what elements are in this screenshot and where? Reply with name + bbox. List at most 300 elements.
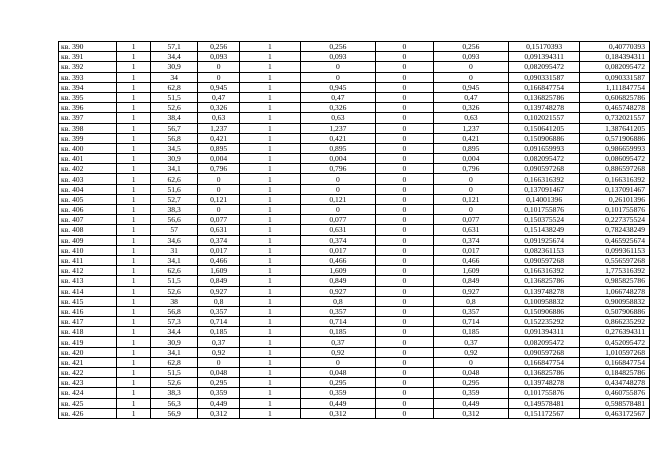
- table-cell: 0: [198, 72, 240, 82]
- table-cell: 0,082095472: [508, 154, 579, 164]
- table-cell: 0,151172567: [508, 408, 579, 418]
- table-row: [59, 368, 650, 378]
- table-cell: 51,5: [150, 92, 197, 102]
- table-row: [59, 184, 650, 194]
- table-cell: 0: [375, 92, 433, 102]
- table-cell: 0: [375, 174, 433, 184]
- table-cell: 0,849: [433, 276, 508, 286]
- table-cell: 1,237: [433, 123, 508, 133]
- table-cell: 0: [300, 357, 375, 367]
- table-cell: 0,606825786: [580, 92, 650, 102]
- table-cell: 0,945: [198, 82, 240, 92]
- table-cell: 1: [239, 42, 300, 52]
- table-cell: 0,082361153: [508, 245, 579, 255]
- table-cell: 0,37: [433, 337, 508, 347]
- table-cell: 0,136825786: [508, 276, 579, 286]
- table-cell: 0: [375, 62, 433, 72]
- table-cell: 1: [117, 113, 151, 123]
- apartment-label-cell: кв. 420: [59, 347, 117, 357]
- table-cell: 1: [239, 347, 300, 357]
- apartment-label-cell: кв. 409: [59, 235, 117, 245]
- table-cell: 0,886597268: [580, 164, 650, 174]
- table-cell: 1: [117, 82, 151, 92]
- table-cell: 0,276394311: [580, 327, 650, 337]
- table-cell: 1: [239, 143, 300, 153]
- table-cell: 0,101755876: [508, 388, 579, 398]
- table-cell: 0,449: [300, 398, 375, 408]
- table-cell: 1: [239, 184, 300, 194]
- table-cell: 38,3: [150, 388, 197, 398]
- table-cell: 1: [117, 123, 151, 133]
- table-cell: 0,460755876: [580, 388, 650, 398]
- table-row: [59, 174, 650, 184]
- table-cell: 0: [433, 184, 508, 194]
- table-cell: 0: [375, 184, 433, 194]
- table-cell: 0,166316392: [508, 266, 579, 276]
- apartment-label-cell: кв. 406: [59, 205, 117, 215]
- table-cell: 0,796: [300, 164, 375, 174]
- table-cell: 1: [117, 143, 151, 153]
- table-cell: 0,359: [300, 388, 375, 398]
- table-cell: 0,374: [198, 235, 240, 245]
- table-cell: 0,421: [300, 133, 375, 143]
- table-cell: 0,63: [433, 113, 508, 123]
- table-cell: 0: [375, 154, 433, 164]
- table-cell: 0,017: [433, 245, 508, 255]
- table-cell: 0: [433, 174, 508, 184]
- table-cell: 0,37: [198, 337, 240, 347]
- table-cell: 30,9: [150, 337, 197, 347]
- table-cell: 0: [300, 72, 375, 82]
- table-cell: 0,090597268: [508, 164, 579, 174]
- table-cell: 0: [375, 82, 433, 92]
- table-cell: 0,359: [433, 388, 508, 398]
- table-cell: 0: [375, 194, 433, 204]
- table-cell: 0,945: [300, 82, 375, 92]
- table-cell: 0,895: [198, 143, 240, 153]
- table-cell: 0: [375, 368, 433, 378]
- table-cell: 0,093: [198, 52, 240, 62]
- table-body: [59, 42, 650, 419]
- table-cell: 0: [375, 378, 433, 388]
- table-cell: 0,166847754: [508, 82, 579, 92]
- table-cell: 0,077: [433, 215, 508, 225]
- table-cell: 0,40770393: [580, 42, 650, 52]
- apartment-label-cell: кв. 418: [59, 327, 117, 337]
- table-cell: 0,374: [300, 235, 375, 245]
- table-cell: 1: [239, 92, 300, 102]
- table-cell: 0,714: [433, 317, 508, 327]
- apartment-label-cell: кв. 401: [59, 154, 117, 164]
- table-cell: 1: [117, 276, 151, 286]
- table-cell: 0: [198, 205, 240, 215]
- table-cell: 0,326: [300, 103, 375, 113]
- apartment-label-cell: кв. 407: [59, 215, 117, 225]
- table-cell: 62,6: [150, 266, 197, 276]
- apartment-label-cell: кв. 421: [59, 357, 117, 367]
- table-cell: 0: [375, 388, 433, 398]
- table-cell: 1: [117, 42, 151, 52]
- table-cell: 0,357: [198, 306, 240, 316]
- table-cell: 0,927: [433, 286, 508, 296]
- table-cell: 1: [239, 327, 300, 337]
- table-cell: 0,121: [433, 194, 508, 204]
- table-cell: 0,151438249: [508, 225, 579, 235]
- table-cell: 0: [375, 143, 433, 153]
- table-cell: 0: [375, 286, 433, 296]
- table-row: [59, 266, 650, 276]
- table-cell: 1: [239, 103, 300, 113]
- table-cell: 1: [239, 378, 300, 388]
- table-cell: 1: [117, 184, 151, 194]
- table-cell: 0,466: [198, 255, 240, 265]
- table-cell: 0,63: [300, 113, 375, 123]
- apartment-table: [58, 41, 650, 419]
- apartment-label-cell: кв. 417: [59, 317, 117, 327]
- table-cell: 1: [239, 62, 300, 72]
- table-cell: 0: [198, 62, 240, 72]
- table-row: [59, 92, 650, 102]
- table-cell: 0,326: [198, 103, 240, 113]
- table-cell: 56,7: [150, 123, 197, 133]
- table-cell: 0,152235292: [508, 317, 579, 327]
- table-cell: 0,082095472: [580, 62, 650, 72]
- table-cell: 0,374: [433, 235, 508, 245]
- table-cell: 0: [375, 235, 433, 245]
- table-cell: 1,775316392: [580, 266, 650, 276]
- table-cell: 0,598578481: [580, 398, 650, 408]
- table-cell: 0,090597268: [508, 347, 579, 357]
- table-cell: 1: [239, 296, 300, 306]
- table-cell: 1: [117, 194, 151, 204]
- table-cell: 0,090331587: [508, 72, 579, 82]
- table-cell: 0,866235292: [580, 317, 650, 327]
- table-cell: 0,048: [300, 368, 375, 378]
- table-row: [59, 72, 650, 82]
- table-cell: 0,048: [198, 368, 240, 378]
- table-cell: 1: [117, 327, 151, 337]
- table-cell: 0,465748278: [580, 103, 650, 113]
- table-cell: 0,139748278: [508, 103, 579, 113]
- table-cell: 1: [239, 194, 300, 204]
- table-cell: 1: [239, 368, 300, 378]
- table-cell: 0,92: [198, 347, 240, 357]
- table-cell: 0,945: [433, 82, 508, 92]
- table-cell: 1: [239, 164, 300, 174]
- table-cell: 0: [198, 174, 240, 184]
- table-cell: 52,6: [150, 286, 197, 296]
- table-cell: 0: [375, 357, 433, 367]
- table-cell: 51,5: [150, 368, 197, 378]
- table-cell: 0,571906886: [580, 133, 650, 143]
- apartment-label-cell: кв. 416: [59, 306, 117, 316]
- apartment-label-cell: кв. 393: [59, 72, 117, 82]
- apartment-label-cell: кв. 399: [59, 133, 117, 143]
- apartment-label-cell: кв. 390: [59, 42, 117, 52]
- table-cell: 0,077: [300, 215, 375, 225]
- apartment-label-cell: кв. 395: [59, 92, 117, 102]
- table-cell: 1: [117, 103, 151, 113]
- table-row: [59, 245, 650, 255]
- table-cell: 1,010597268: [580, 347, 650, 357]
- table-cell: 0,136825786: [508, 92, 579, 102]
- table-cell: 0,091394311: [508, 52, 579, 62]
- apartment-label-cell: кв. 422: [59, 368, 117, 378]
- table-cell: 0: [375, 215, 433, 225]
- apartment-label-cell: кв. 397: [59, 113, 117, 123]
- table-row: [59, 327, 650, 337]
- table-cell: 0,150906886: [508, 306, 579, 316]
- table-cell: 34: [150, 72, 197, 82]
- table-cell: 0,466: [433, 255, 508, 265]
- table-cell: 0,166316392: [580, 174, 650, 184]
- table-cell: 1: [117, 174, 151, 184]
- apartment-label-cell: кв. 392: [59, 62, 117, 72]
- table-cell: 1: [239, 215, 300, 225]
- apartment-label-cell: кв. 400: [59, 143, 117, 153]
- table-cell: 0,017: [300, 245, 375, 255]
- table-row: [59, 225, 650, 235]
- table-cell: 0: [300, 184, 375, 194]
- table-cell: 0: [300, 205, 375, 215]
- table-row: [59, 296, 650, 306]
- table-cell: 0: [375, 42, 433, 52]
- apartment-label-cell: кв. 396: [59, 103, 117, 113]
- table-cell: 34,1: [150, 255, 197, 265]
- table-row: [59, 194, 650, 204]
- table-cell: 0: [433, 205, 508, 215]
- table-cell: 0,139748278: [508, 286, 579, 296]
- table-cell: 0,090597268: [508, 255, 579, 265]
- table-cell: 0,102021557: [508, 113, 579, 123]
- table-cell: 1: [117, 347, 151, 357]
- table-cell: 30,9: [150, 62, 197, 72]
- table-cell: 0,048: [433, 368, 508, 378]
- table-cell: 0,295: [198, 378, 240, 388]
- table-cell: 34,4: [150, 327, 197, 337]
- table-cell: 31: [150, 245, 197, 255]
- table-cell: 0,37: [300, 337, 375, 347]
- apartment-label-cell: кв. 415: [59, 296, 117, 306]
- table-cell: 0,452095472: [580, 337, 650, 347]
- table-cell: 0,227375524: [580, 215, 650, 225]
- table-cell: 56,9: [150, 408, 197, 418]
- table-row: [59, 286, 650, 296]
- table-cell: 0,099361153: [580, 245, 650, 255]
- table-cell: 0,421: [198, 133, 240, 143]
- table-cell: 0,465925674: [580, 235, 650, 245]
- table-cell: 1: [239, 408, 300, 418]
- table-cell: 0,849: [198, 276, 240, 286]
- table-row: [59, 235, 650, 245]
- table-cell: 0,093: [300, 52, 375, 62]
- table-cell: 62,8: [150, 82, 197, 92]
- table-cell: 57,1: [150, 42, 197, 52]
- table-cell: 0: [375, 72, 433, 82]
- table-cell: 1: [239, 255, 300, 265]
- table-cell: 1: [239, 72, 300, 82]
- table-cell: 0,091659993: [508, 143, 579, 153]
- table-cell: 0: [300, 174, 375, 184]
- table-cell: 0: [375, 408, 433, 418]
- table-cell: 0,927: [300, 286, 375, 296]
- table-cell: 0,986659993: [580, 143, 650, 153]
- table-row: [59, 113, 650, 123]
- table-cell: 0,434748278: [580, 378, 650, 388]
- table-cell: 0,895: [433, 143, 508, 153]
- table-cell: 0,184825786: [580, 368, 650, 378]
- table-cell: 0,466: [300, 255, 375, 265]
- table-cell: 0,004: [433, 154, 508, 164]
- table-cell: 1: [117, 306, 151, 316]
- table-cell: 0,137091467: [580, 184, 650, 194]
- table-cell: 1: [117, 286, 151, 296]
- table-cell: 0: [433, 72, 508, 82]
- table-cell: 1,111847754: [580, 82, 650, 92]
- table-cell: 0,900958832: [580, 296, 650, 306]
- table-cell: 0,101755876: [508, 205, 579, 215]
- table-cell: 34,5: [150, 143, 197, 153]
- table-cell: 1: [239, 82, 300, 92]
- table-cell: 0,166847754: [580, 357, 650, 367]
- table-row: [59, 164, 650, 174]
- table-cell: 0,895: [300, 143, 375, 153]
- table-cell: 1: [117, 92, 151, 102]
- table-cell: 0: [375, 52, 433, 62]
- table-cell: 0,166316392: [508, 174, 579, 184]
- table-cell: 0,714: [300, 317, 375, 327]
- table-cell: 0: [433, 62, 508, 72]
- apartment-label-cell: кв. 425: [59, 398, 117, 408]
- table-cell: 0: [375, 103, 433, 113]
- table-cell: 0: [375, 306, 433, 316]
- table-cell: 0,100958832: [508, 296, 579, 306]
- apartment-label-cell: кв. 408: [59, 225, 117, 235]
- apartment-label-cell: кв. 405: [59, 194, 117, 204]
- table-cell: 1: [117, 388, 151, 398]
- table-cell: 1: [239, 174, 300, 184]
- table-cell: 1: [239, 235, 300, 245]
- apartment-label-cell: кв. 413: [59, 276, 117, 286]
- table-cell: 1: [239, 52, 300, 62]
- table-cell: 0,091394311: [508, 327, 579, 337]
- apartment-label-cell: кв. 423: [59, 378, 117, 388]
- apartment-label-cell: кв. 404: [59, 184, 117, 194]
- table-cell: 0,121: [300, 194, 375, 204]
- table-cell: 0: [300, 62, 375, 72]
- apartment-label-cell: кв. 412: [59, 266, 117, 276]
- table-cell: 0,26101396: [580, 194, 650, 204]
- table-cell: 56,8: [150, 133, 197, 143]
- table-cell: 1,237: [198, 123, 240, 133]
- table-cell: 0,92: [433, 347, 508, 357]
- table-cell: 1,609: [433, 266, 508, 276]
- table-cell: 1: [117, 52, 151, 62]
- table-cell: 1,609: [300, 266, 375, 276]
- table-cell: 1: [239, 276, 300, 286]
- table-cell: 0: [375, 245, 433, 255]
- table-cell: 0,312: [198, 408, 240, 418]
- table-cell: 0,985825786: [580, 276, 650, 286]
- table-row: [59, 398, 650, 408]
- table-cell: 38,4: [150, 113, 197, 123]
- table-row: [59, 42, 650, 52]
- table-cell: 1: [117, 357, 151, 367]
- table-cell: 0,8: [433, 296, 508, 306]
- table-cell: 0,121: [198, 194, 240, 204]
- table-cell: 52,6: [150, 103, 197, 113]
- table-cell: 1: [239, 154, 300, 164]
- table-cell: 1: [117, 62, 151, 72]
- table-row: [59, 255, 650, 265]
- table-row: [59, 317, 650, 327]
- table-cell: 1: [239, 205, 300, 215]
- table-row: [59, 388, 650, 398]
- table-cell: 51,5: [150, 276, 197, 286]
- apartment-label-cell: кв. 410: [59, 245, 117, 255]
- table-cell: 0,47: [300, 92, 375, 102]
- table-cell: 0,017: [198, 245, 240, 255]
- table-row: [59, 347, 650, 357]
- table-cell: 0,796: [433, 164, 508, 174]
- table-cell: 0: [375, 133, 433, 143]
- table-cell: 1: [117, 133, 151, 143]
- table-cell: 0,556597268: [580, 255, 650, 265]
- table-cell: 0,004: [300, 154, 375, 164]
- table-row: [59, 103, 650, 113]
- table-cell: 0,136825786: [508, 368, 579, 378]
- table-cell: 0: [375, 317, 433, 327]
- table-cell: 0,357: [300, 306, 375, 316]
- table-cell: 1: [117, 398, 151, 408]
- table-cell: 1: [117, 337, 151, 347]
- table-cell: 1: [117, 235, 151, 245]
- table-cell: 0,359: [198, 388, 240, 398]
- table-cell: 0,63: [198, 113, 240, 123]
- table-cell: 1: [117, 317, 151, 327]
- table-row: [59, 205, 650, 215]
- table-cell: 1: [239, 337, 300, 347]
- table-cell: 0: [198, 184, 240, 194]
- table-cell: 1: [239, 245, 300, 255]
- table-cell: 0,927: [198, 286, 240, 296]
- table-row: [59, 378, 650, 388]
- table-cell: 57,3: [150, 317, 197, 327]
- table-cell: 0,295: [433, 378, 508, 388]
- table-cell: 0: [433, 357, 508, 367]
- table-cell: 0,185: [433, 327, 508, 337]
- table-cell: 0: [375, 327, 433, 337]
- table-cell: 56,6: [150, 215, 197, 225]
- table-cell: 0,256: [300, 42, 375, 52]
- table-row: [59, 215, 650, 225]
- table-cell: 0,507906886: [580, 306, 650, 316]
- table-cell: 0,149578481: [508, 398, 579, 408]
- table-cell: 0,101755876: [580, 205, 650, 215]
- table-cell: 0,782438249: [580, 225, 650, 235]
- table-cell: 0,714: [198, 317, 240, 327]
- table-cell: 1: [239, 266, 300, 276]
- apartment-label-cell: кв. 414: [59, 286, 117, 296]
- table-cell: 38,3: [150, 205, 197, 215]
- table-cell: 0,92: [300, 347, 375, 357]
- table-cell: 0,185: [198, 327, 240, 337]
- table-cell: 0,004: [198, 154, 240, 164]
- apartment-label-cell: кв. 403: [59, 174, 117, 184]
- table-cell: 0: [375, 113, 433, 123]
- table-cell: 1: [117, 164, 151, 174]
- table-cell: 1,066748278: [580, 286, 650, 296]
